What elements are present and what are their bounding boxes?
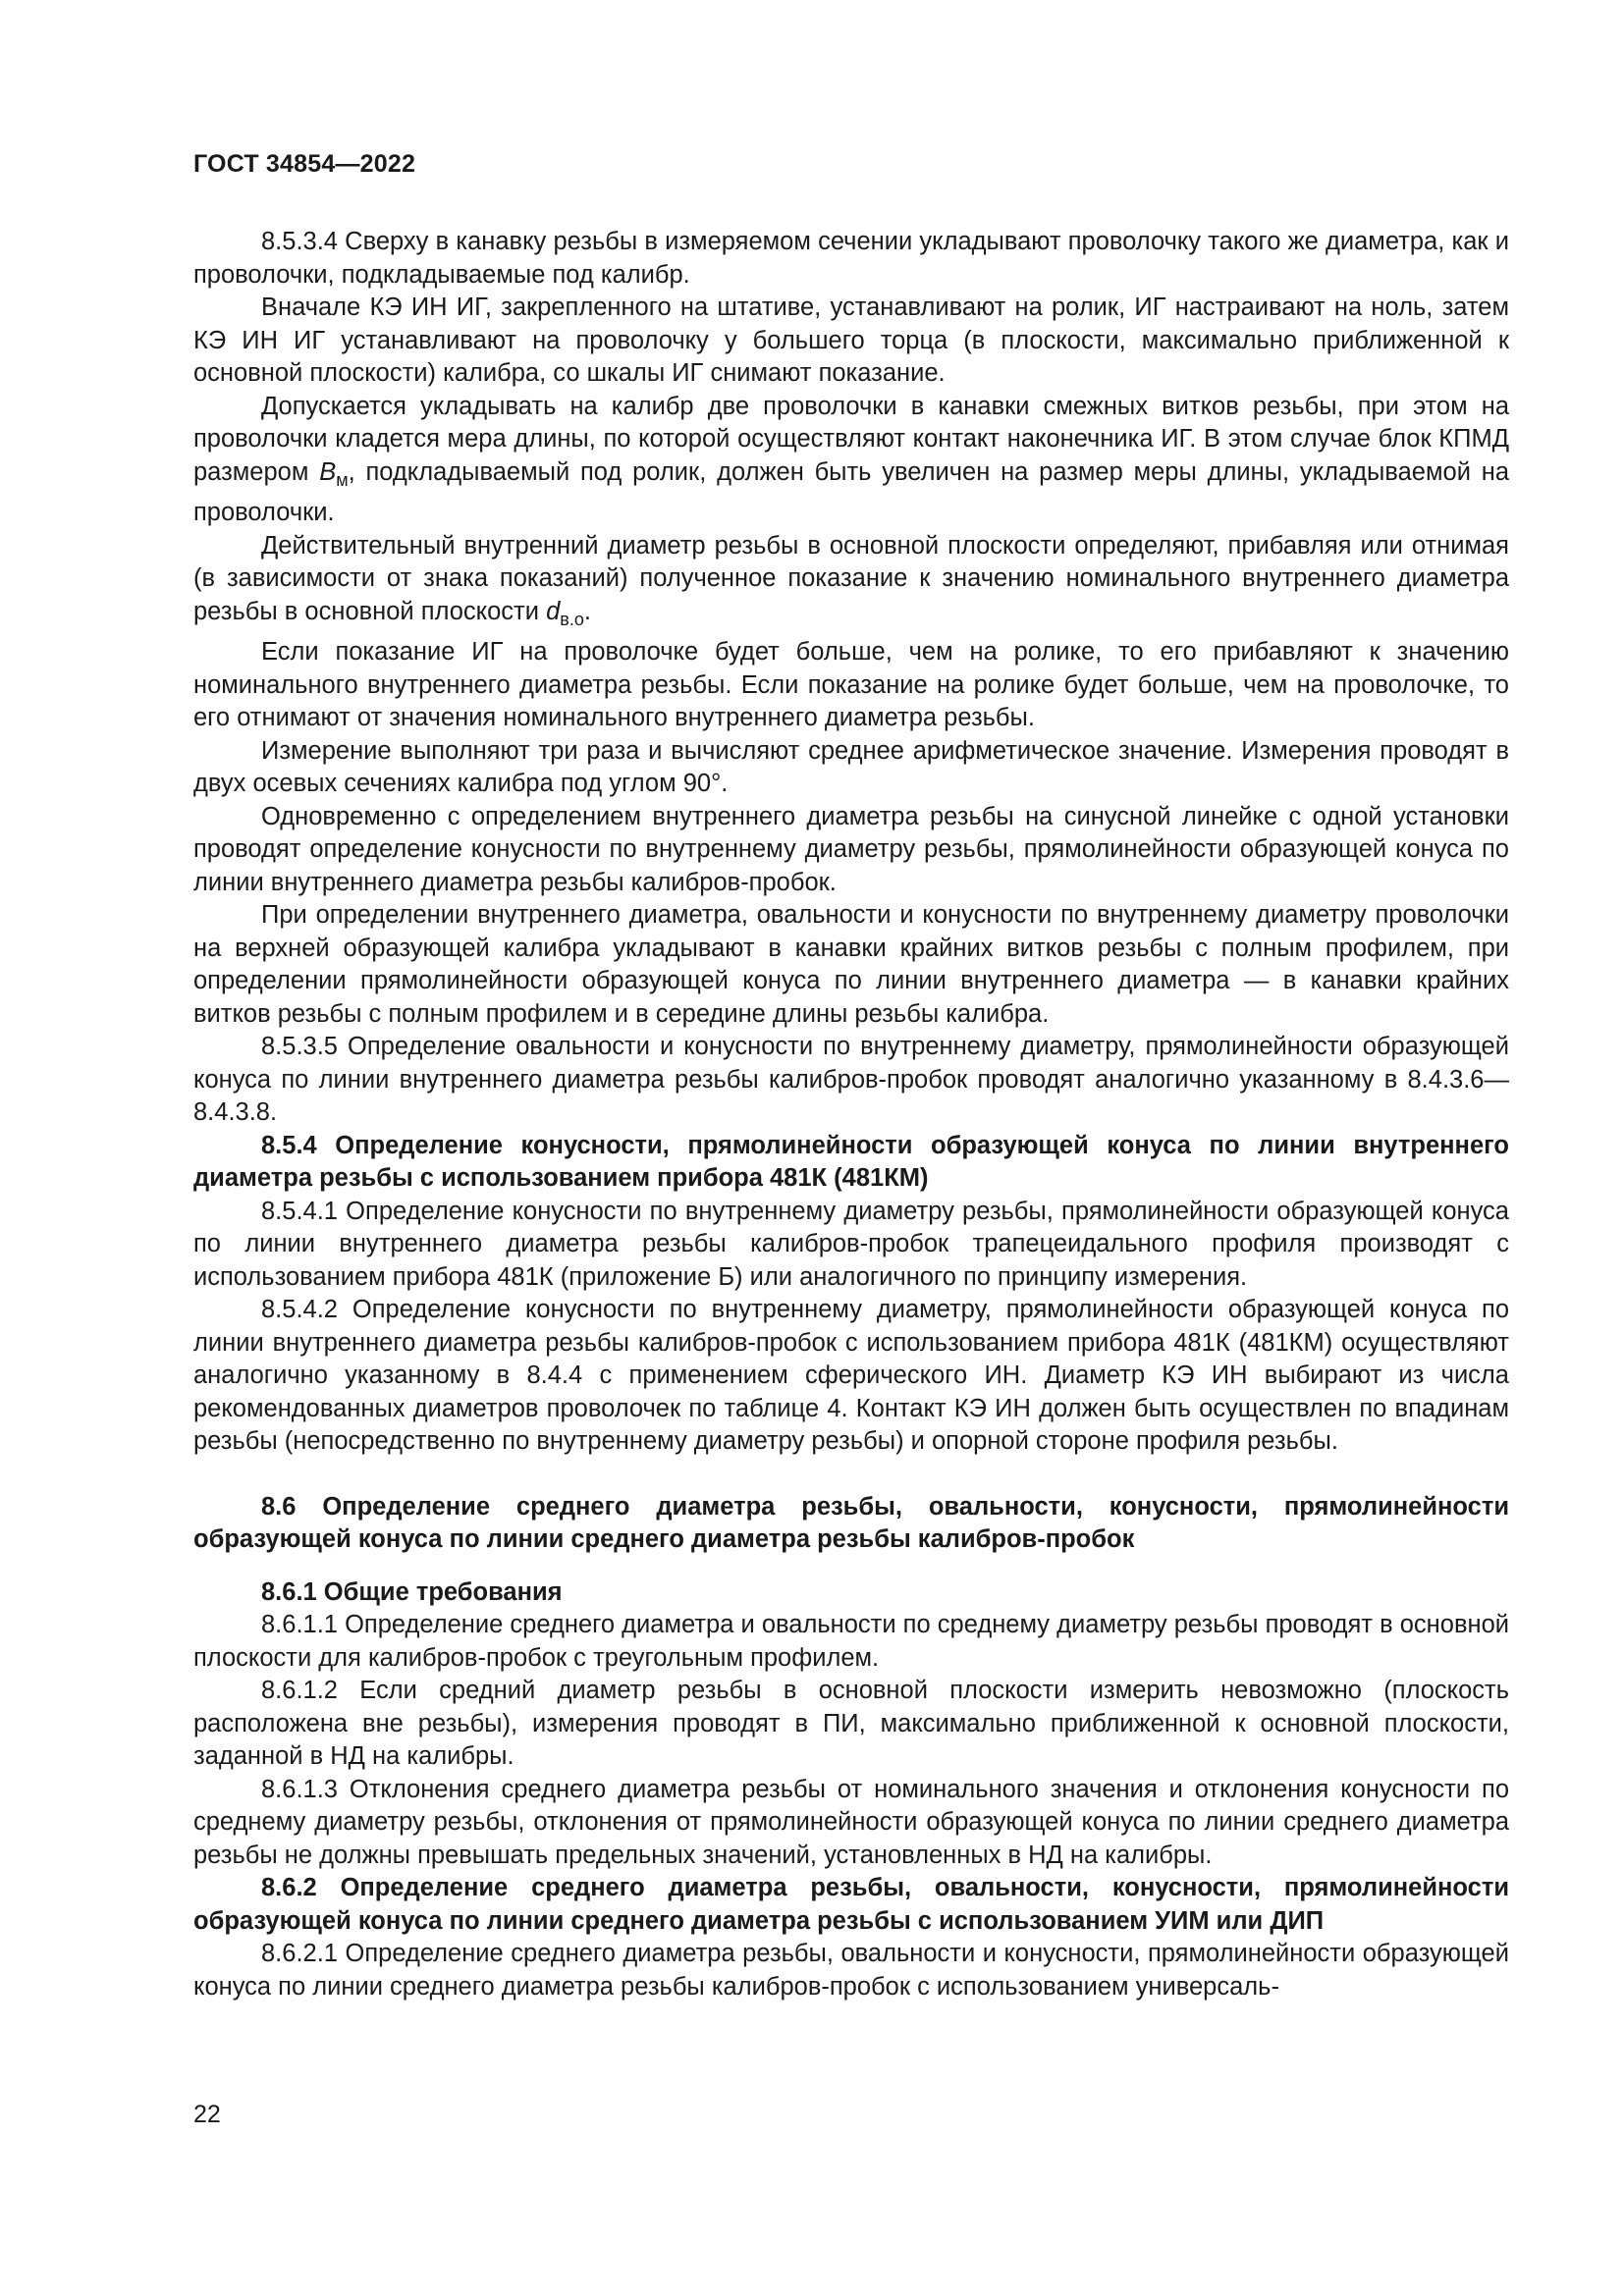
paragraph-8-6-1-3: 8.6.1.3 Отклонения среднего диаметра резьбы от номинального значения и отклонения конусности по среднему диаметру резьбы, отклонения от прямолинейности образующей конуса по линии среднего диаметра резьбы не должны превышать предельных значений, установленных в НД на калибры.	[193, 1775, 1509, 1869]
heading-8-6-1: 8.6.1 Общие требования	[261, 1577, 563, 1606]
paragraph	[193, 391, 1509, 530]
document-body	[193, 226, 1509, 2003]
paragraph	[193, 530, 1509, 637]
paragraph-8-6-1-1: 8.6.1.1 Определение среднего диаметра и овальности по среднему диаметру резьбы проводят в основной плоскости для калибров-пробок с треугольным профилем.	[193, 1611, 1509, 1672]
paragraph-8-5-4-2: 8.5.4.2 Определение конусности по внутреннему диаметру, прямолинейности образующей конуса по линии внутреннего диаметра резьбы калибров-пробок с использованием прибора 481К (481КМ) осуществляют аналогично указанному в 8.4.4 с применением сферического ИН. Диаметр КЭ ИН выбирают из числа рекомендованных диаметров проволочек по таблице 4. Контакт КЭ ИН должен быть осуществлен по впадинам резьбы (непосредственно по внутреннему диаметру резьбы) и опорной стороне профиля резьбы.	[193, 1296, 1509, 1455]
paragraph: При определении внутреннего диаметра, овальности и конусности по внутреннему диаметру проволочки на верхней образующей калибра укладывают в канавки крайних витков резьбы с полным профилем, при определении прямолинейности образующей конуса по линии внутреннего диаметра — в канавки крайних витков резьбы с полным профилем и в середине длины резьбы калибра.	[193, 901, 1509, 1028]
page-number: 22	[193, 2101, 221, 2128]
paragraph: Вначале КЭ ИН ИГ, закрепленного на штативе, устанавливают на ролик, ИГ настраивают на ноль, затем КЭ ИН ИГ устанавливают на проволочку у большего торца (в плоскости, максимально приближенной к основной плоскости) калибра, со шкалы ИГ снимают показание.	[193, 294, 1509, 387]
paragraph-8-5-3-4: 8.5.3.4 Сверху в канавку резьбы в измеряемом сечении укладывают проволочку такого же диаметра, как и проволочки, подкладываемые под калибр.	[193, 228, 1509, 289]
symbol-b: B	[319, 457, 337, 486]
paragraph-8-6-2-1: 8.6.2.1 Определение среднего диаметра резьбы, овальности и конусности, прямолинейности образующей конуса по линии среднего диаметра резьбы калибров-пробок с использованием универсаль-	[193, 1940, 1509, 2001]
heading-8-6: 8.6 Определение среднего диаметра резьбы, овальности, конусности, прямолинейности образующей конуса по линии среднего диаметра резьбы калибров-пробок	[193, 1492, 1509, 1553]
text-run: Допускается укладывать на калибр две проволочки в канавки смежных витков резьбы, при этом на проволочки кладется мера длины, по которой осуществляют контакт наконечника ИГ. В этом случае блок КПМД размером	[193, 392, 1509, 486]
text-run: Действительный внутренний диаметр резьбы в основной плоскости определяют, прибавляя или отнимая (в зависимости от знака показаний) полученное показание к значению номинального внутреннего диаметра резьбы в основной плоскости	[193, 531, 1509, 625]
document-id-header: ГОСТ 34854—2022	[193, 150, 416, 178]
paragraph: Если показание ИГ на проволочке будет больше, чем на ролике, то его прибавляют к значению номинального внутреннего диаметра резьбы. Если показание на ролике будет больше, чем на проволочке, то его отнимают от значения номинального внутреннего диаметра резьбы.	[193, 638, 1509, 731]
paragraph-8-5-3-5: 8.5.3.5 Определение овальности и конусности по внутреннему диаметру, прямолинейности образующей конуса по линии внутреннего диаметра резьбы калибров-пробок проводят аналогично указанному в 8.4.3.6—8.4.3.8.	[193, 1033, 1509, 1126]
text-run: .	[583, 597, 591, 625]
heading-8-6-2: 8.6.2 Определение среднего диаметра резьбы, овальности, конусности, прямолинейности образующей конуса по линии среднего диаметра резьбы с использованием УИМ или ДИП	[193, 1874, 1509, 1935]
heading-8-5-4: 8.5.4 Определение конусности, прямолинейности образующей конуса по линии внутреннего диаметра резьбы с использованием прибора 481К (481КМ)	[193, 1131, 1509, 1192]
paragraph-8-5-4-1: 8.5.4.1 Определение конусности по внутреннему диаметру резьбы, прямолинейности образующей конуса по линии внутреннего диаметра резьбы калибров-пробок трапецеидального профиля производят с использованием прибора 481К (приложение Б) или аналогичного по принципу измерения.	[193, 1197, 1509, 1291]
paragraph-8-6-1-2: 8.6.1.2 Если средний диаметр резьбы в основной плоскости измерить невозможно (плоскость расположена вне резьбы), измерения проводят в ПИ, максимально приближенной к основной плоскости, заданной в НД на калибры.	[193, 1677, 1509, 1770]
paragraph: Одновременно с определением внутреннего диаметра резьбы на синусной линейке с одной установки проводят определение конусности по внутреннему диаметру резьбы, прямолинейности образующей конуса по линии внутреннего диаметра резьбы калибров-пробок.	[193, 802, 1509, 896]
text-run: , подкладываемый под ролик, должен быть увеличен на размер меры длины, укладываемой на проволочки.	[193, 457, 1510, 526]
subscript: м	[336, 469, 349, 490]
paragraph: Измерение выполняют три раза и вычисляют среднее арифметическое значение. Измерения проводят в двух осевых сечениях калибра под углом 90°.	[193, 736, 1509, 797]
subscript: в.о	[560, 609, 584, 629]
symbol-d: d	[546, 597, 561, 625]
